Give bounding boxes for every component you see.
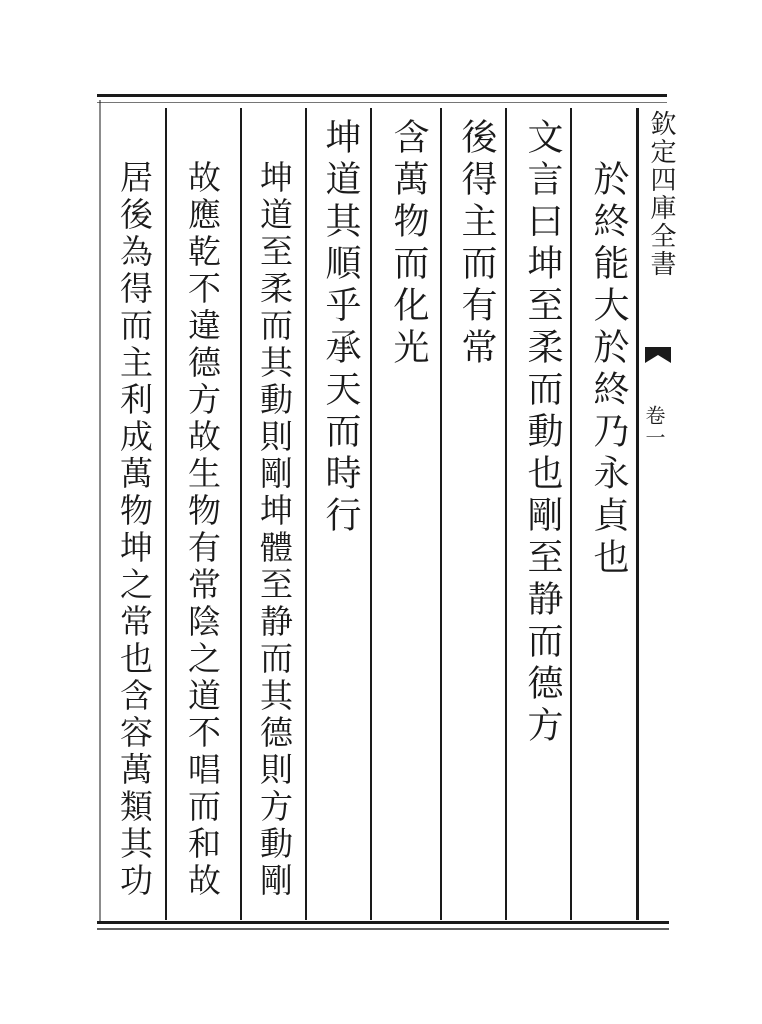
bottom-border-thin-rule [97,928,669,930]
text-column-6: 坤道至柔而其動則剛坤體至静而其德則方動剛 [255,160,294,900]
column-divider [570,108,572,920]
fishtail-mark-icon [643,345,673,367]
text-column-3: 後得主而有常 [456,118,497,370]
text-column-8: 居後為得而主利成萬物坤之常也含容萬類其功 [115,160,154,900]
text-column-2: 文言曰坤至柔而動也剛至静而德方 [522,118,563,748]
text-column-5: 坤道其順乎承天而時行 [320,118,361,538]
volume-label: 卷一 [642,405,666,449]
book-title: 欽定四庫全書 [646,110,676,278]
text-column-1: 於終能大於終乃永貞也 [588,160,629,580]
bottom-border-rule [97,921,669,924]
column-divider [370,108,372,920]
top-border-thin-rule [97,102,667,103]
text-column-4: 含萬物而化光 [388,118,429,370]
column-divider [240,108,242,920]
left-border-rule [99,100,101,922]
column-divider [305,108,307,920]
column-divider [440,108,442,920]
column-divider [165,108,167,920]
top-border-rule [97,94,667,97]
column-divider [505,108,507,920]
margin-divider [636,108,639,920]
text-column-7: 故應乾不違德方故生物有常陰之道不唱而和故 [183,160,222,900]
